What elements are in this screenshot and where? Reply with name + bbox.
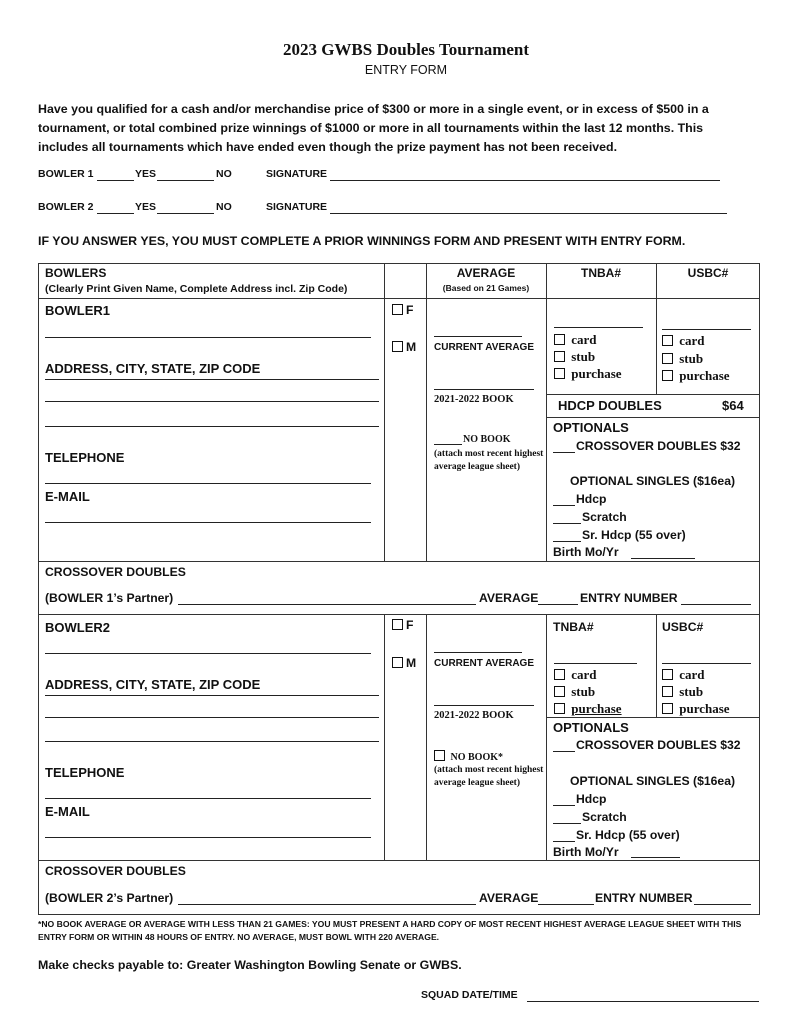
bowler1-current-average-line[interactable] <box>434 336 522 337</box>
checks-payable-note: Make checks payable to: Greater Washington Bowling Senate or GWBS. <box>38 958 462 972</box>
checkbox-icon <box>434 750 445 761</box>
hdcp-option-blank[interactable] <box>553 505 575 506</box>
bowler2-address-line[interactable] <box>45 695 379 696</box>
bowler1-gender-m[interactable]: M <box>392 340 416 354</box>
column-divider <box>656 263 657 394</box>
average-label: AVERAGE <box>479 891 539 905</box>
optionals-label: OPTIONALS <box>553 420 629 435</box>
bowler1-address-line[interactable] <box>45 426 379 427</box>
entry-number-label: ENTRY NUMBER <box>595 891 693 905</box>
average-header: AVERAGE <box>456 266 516 280</box>
optional-singles-label: OPTIONAL SINGLES ($16ea) <box>570 474 736 488</box>
usbc-purchase-option[interactable]: purchase <box>662 367 730 385</box>
bowler1-usbc-number-line[interactable] <box>662 329 751 330</box>
bowler2-telephone-line[interactable] <box>45 798 371 799</box>
bowler2-signature-line[interactable] <box>330 213 727 214</box>
section-divider <box>38 614 760 615</box>
usbc-card-option[interactable]: card <box>662 666 730 683</box>
bowler1-address-label: ADDRESS, CITY, STATE, ZIP CODE <box>45 361 261 376</box>
bowler2-label: BOWLER 2 <box>38 201 94 213</box>
yes-label: YES <box>135 168 157 180</box>
hdcp-option-label: Hdcp <box>576 492 607 506</box>
tnba-purchase-option[interactable]: purchase <box>554 365 622 382</box>
bowler1-entry-number-line[interactable] <box>681 604 751 605</box>
checkbox-icon <box>554 334 565 345</box>
bowler1-gender-f[interactable]: F <box>392 303 413 317</box>
section-divider <box>38 860 760 861</box>
row-divider <box>546 394 760 395</box>
signature-label: SIGNATURE <box>266 168 328 180</box>
bowler1-tnba-number-line[interactable] <box>554 327 643 328</box>
bowler2-gender-f[interactable]: F <box>392 618 413 632</box>
bowler1-signature-line[interactable] <box>330 180 720 181</box>
table-border <box>38 914 760 915</box>
checkbox-icon <box>392 304 403 315</box>
bowler2-email-label: E-MAIL <box>45 804 90 819</box>
usbc-stub-option[interactable]: stub <box>662 350 730 368</box>
row-divider <box>546 417 760 418</box>
optionals-label: OPTIONALS <box>553 720 629 735</box>
column-divider <box>656 614 657 717</box>
average-label: AVERAGE <box>479 591 539 605</box>
birth-label: Birth Mo/Yr <box>553 845 619 859</box>
qualification-question: Have you qualified for a cash and/or merchandise price of $300 or more in a single event, or in excess of $500 in a tournament, or total combined prize winnings of $1000 or more in all tournaments within the last 12 months. This includes all tournaments which have ended even though the prize payment has not been received. <box>38 102 709 154</box>
sr-hdcp-option-blank[interactable] <box>553 541 581 542</box>
column-divider <box>546 614 547 860</box>
hdcp-doubles-label: HDCP DOUBLES <box>558 398 662 413</box>
usbc-stub-option[interactable]: stub <box>662 683 730 700</box>
bowler2-gender-m[interactable]: M <box>392 656 416 670</box>
book-average-label: 2021-2022 BOOK <box>434 394 514 405</box>
crossover-option-label: CROSSOVER DOUBLES $32 <box>576 439 741 453</box>
bowler1-tnba-options <box>554 331 622 382</box>
scratch-option-blank[interactable] <box>553 823 581 824</box>
checkbox-icon <box>662 703 673 714</box>
bowler1-address-line[interactable] <box>45 379 379 380</box>
column-divider <box>426 614 427 860</box>
no-label: NO <box>216 201 232 213</box>
prior-winnings-instruction: IF YOU ANSWER YES, YOU MUST COMPLETE A PRIOR WINNINGS FORM AND PRESENT WITH ENTRY FORM. <box>38 234 686 248</box>
checkbox-icon <box>662 353 673 364</box>
bowler2-usbc-number-line[interactable] <box>662 663 751 664</box>
bowler1-name-line[interactable] <box>45 337 371 338</box>
book-average-label: 2021-2022 BOOK <box>434 710 514 721</box>
bowler1-address-line[interactable] <box>45 401 379 402</box>
birth-line[interactable] <box>631 558 695 559</box>
bowler2-usbc-options <box>662 666 730 717</box>
bowler1-yes-blank[interactable] <box>97 180 134 181</box>
no-book-footnote: *NO BOOK AVERAGE OR AVERAGE WITH LESS THAN 21 GAMES: YOU MUST PRESENT A HARD COPY OF MOST RECENT HIGHEST AVERAGE LEAGUE SHEET WITH THIS ENTRY FORM OR WITHIN 48 HOURS OF ENTRY. NO AVERAGE, MUST BOWL WITH 220 AVERAGE. <box>38 919 742 942</box>
current-average-label: CURRENT AVERAGE <box>434 658 535 669</box>
signature-label: SIGNATURE <box>266 201 328 213</box>
tnba-card-option[interactable]: card <box>554 331 622 348</box>
tnba-header: TNBA# <box>580 266 621 280</box>
form-subtitle: ENTRY FORM <box>364 63 448 77</box>
average-header-note: (Based on 21 Games) <box>442 283 530 293</box>
tnba-purchase-option[interactable]: purchase <box>554 700 622 717</box>
hdcp-option-label: Hdcp <box>576 792 607 806</box>
bowler1-telephone-line[interactable] <box>45 483 371 484</box>
bowlers-header: BOWLERS <box>45 266 107 280</box>
crossover-option-label: CROSSOVER DOUBLES $32 <box>576 738 741 752</box>
checkbox-icon <box>554 669 565 680</box>
bowler1-email-label: E-MAIL <box>45 489 90 504</box>
table-border <box>38 263 39 915</box>
column-divider <box>384 614 385 860</box>
sr-hdcp-option-blank[interactable] <box>553 841 575 842</box>
sr-hdcp-option-label: Sr. Hdcp (55 over) <box>582 528 686 542</box>
checkbox-icon <box>392 657 403 668</box>
scratch-option-blank[interactable] <box>553 523 581 524</box>
bowler2-tnba-options <box>554 666 622 717</box>
bowler1-email-line[interactable] <box>45 522 371 523</box>
bowler1-book-average-line[interactable] <box>434 389 534 390</box>
column-divider <box>384 263 385 561</box>
bowler1-partner-label: (BOWLER 1’s Partner) <box>45 591 174 605</box>
bowlers-header-note: (Clearly Print Given Name, Complete Address incl. Zip Code) <box>45 283 348 295</box>
bowler2-email-line[interactable] <box>45 837 371 838</box>
table-border <box>759 263 760 915</box>
checkbox-icon <box>554 351 565 362</box>
birth-line[interactable] <box>631 857 680 858</box>
crossover-label: CROSSOVER DOUBLES <box>45 565 186 579</box>
bowler2-tnba-number-line[interactable] <box>554 663 637 664</box>
bowler2-tnba-label: TNBA# <box>553 620 594 634</box>
table-border <box>38 263 760 264</box>
optional-singles-label: OPTIONAL SINGLES ($16ea) <box>570 774 736 788</box>
tnba-card-option[interactable]: card <box>554 666 622 683</box>
birth-label: Birth Mo/Yr <box>553 545 619 559</box>
hdcp-option-blank[interactable] <box>553 805 575 806</box>
bowler2-partner-label: (BOWLER 2’s Partner) <box>45 891 174 905</box>
hdcp-doubles-price: $64 <box>722 398 744 413</box>
bowler1-label: BOWLER 1 <box>38 168 94 180</box>
bowler1-no-blank[interactable] <box>157 180 214 181</box>
usbc-header: USBC# <box>687 266 729 280</box>
bowler2-current-average-line[interactable] <box>434 652 522 653</box>
bowler2-no-book-note: (attach most recent highest average league sheet) <box>434 765 544 788</box>
bowler2-partner-average-line[interactable] <box>538 904 594 905</box>
bowler2-no-blank[interactable] <box>157 213 214 214</box>
bowler2-name-label: BOWLER2 <box>45 620 110 635</box>
checkbox-icon <box>554 703 565 714</box>
bowler1-no-book-note: (attach most recent highest average league sheet) <box>434 449 544 472</box>
column-divider <box>546 263 547 561</box>
bowler1-no-book-blank[interactable] <box>434 444 462 445</box>
bowler1-name-label: BOWLER1 <box>45 303 110 318</box>
header-divider <box>38 298 760 299</box>
bowler2-no-book-option[interactable]: NO BOOK* <box>434 750 503 763</box>
bowler1-no-book-label: NO BOOK <box>463 434 511 445</box>
squad-date-line[interactable] <box>527 1001 759 1002</box>
crossover-label: CROSSOVER DOUBLES <box>45 864 186 878</box>
bowler2-address-line[interactable] <box>45 741 379 742</box>
bowler2-entry-number-line[interactable] <box>694 904 751 905</box>
bowler2-telephone-label: TELEPHONE <box>45 765 125 780</box>
bowler2-partner-line[interactable] <box>178 904 476 905</box>
bowler2-address-label: ADDRESS, CITY, STATE, ZIP CODE <box>45 677 261 692</box>
yes-label: YES <box>135 201 157 213</box>
checkbox-icon <box>662 669 673 680</box>
bowler1-partner-average-line[interactable] <box>538 604 578 605</box>
column-divider <box>426 263 427 561</box>
form-title: 2023 GWBS Doubles Tournament <box>282 40 530 59</box>
row-divider <box>546 717 760 718</box>
no-label: NO <box>216 168 232 180</box>
checkbox-icon <box>554 368 565 379</box>
crossover-option-blank[interactable] <box>553 452 575 453</box>
tnba-stub-option[interactable]: stub <box>554 683 622 700</box>
bowler2-address-line[interactable] <box>45 717 379 718</box>
scratch-option-label: Scratch <box>582 810 627 824</box>
crossover-option-blank[interactable] <box>553 751 575 752</box>
bowler1-usbc-options <box>662 332 730 385</box>
bowler1-partner-line[interactable] <box>178 604 476 605</box>
sr-hdcp-option-label: Sr. Hdcp (55 over) <box>576 828 680 842</box>
current-average-label: CURRENT AVERAGE <box>434 342 535 353</box>
bowler2-usbc-label: USBC# <box>662 620 704 634</box>
checkbox-icon <box>392 619 403 630</box>
bowler2-name-line[interactable] <box>45 653 371 654</box>
tnba-stub-option[interactable]: stub <box>554 348 622 365</box>
checkbox-icon <box>392 341 403 352</box>
entry-number-label: ENTRY NUMBER <box>580 591 678 605</box>
section-divider <box>38 561 760 562</box>
checkbox-icon <box>662 686 673 697</box>
bowler1-telephone-label: TELEPHONE <box>45 450 125 465</box>
squad-date-label: SQUAD DATE/TIME <box>421 989 518 1001</box>
checkbox-icon <box>662 370 673 381</box>
bowler2-yes-blank[interactable] <box>97 213 134 214</box>
bowler2-book-average-line[interactable] <box>434 705 534 706</box>
checkbox-icon <box>662 335 673 346</box>
usbc-purchase-option[interactable]: purchase <box>662 700 730 717</box>
checkbox-icon <box>554 686 565 697</box>
scratch-option-label: Scratch <box>582 510 627 524</box>
usbc-card-option[interactable]: card <box>662 332 730 350</box>
